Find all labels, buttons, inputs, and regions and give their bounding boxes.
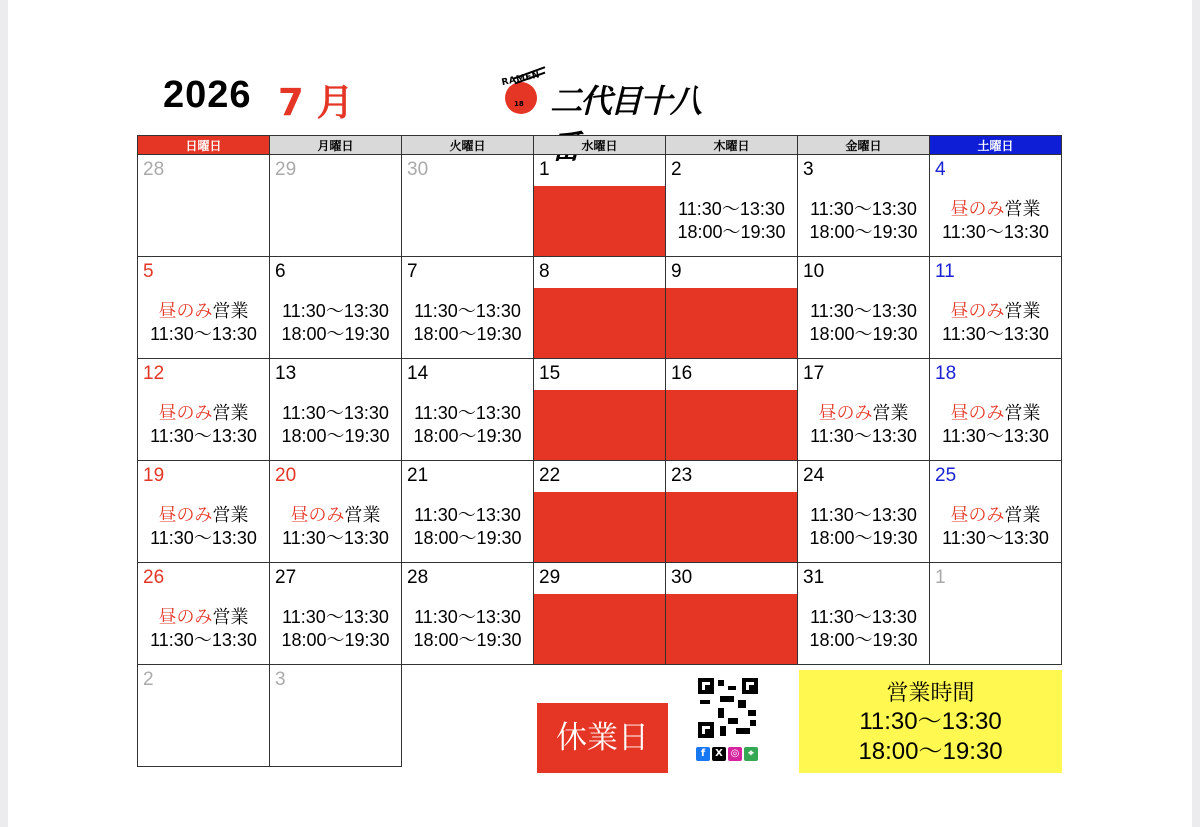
- business-hours-lunch: 11:30〜13:30: [859, 708, 1002, 735]
- calendar-day-cell: [138, 257, 270, 359]
- day-number: 20: [275, 465, 297, 486]
- day-number: 28: [407, 567, 429, 588]
- hours-line: 11:30〜13:30: [678, 199, 785, 219]
- lunch-only-label: [138, 606, 269, 629]
- hours-line: 11:30〜13:30: [150, 528, 257, 548]
- day-number: 30: [407, 159, 429, 180]
- month-heading: 7 月: [278, 81, 354, 124]
- calendar-day-cell: [402, 563, 534, 665]
- hours-line: 11:30〜13:30: [810, 426, 917, 446]
- day-number: 8: [539, 261, 550, 282]
- hours-line: 11:30〜13:30: [414, 505, 521, 525]
- hours-line: 11:30〜13:30: [414, 301, 521, 321]
- lunch-only-label: [930, 198, 1061, 221]
- hours-line: 11:30〜13:30: [810, 505, 917, 525]
- qr-module: [736, 728, 750, 734]
- closed-day-fill: [534, 288, 665, 358]
- calendar-day-cell: [798, 563, 930, 665]
- hours-line: 11:30〜13:30: [942, 324, 1049, 344]
- lunch-only-label: [798, 402, 929, 425]
- lunch-only-red: 昼のみ: [950, 199, 1005, 219]
- day-number: 2: [143, 669, 154, 690]
- closed-day-fill: [666, 288, 797, 358]
- hours-line: 18:00〜19:30: [413, 528, 522, 548]
- day-number: 29: [539, 567, 561, 588]
- day-number: 2: [671, 159, 682, 180]
- calendar-day-cell: [138, 359, 270, 461]
- lunch-only-label: [138, 300, 269, 323]
- year-heading: 2026: [163, 74, 252, 116]
- day-hours: [138, 606, 269, 652]
- day-hours: [402, 402, 533, 448]
- calendar-day-cell: [138, 155, 270, 257]
- calendar-day-cell: [666, 257, 798, 359]
- lunch-only-black: 営業: [1004, 505, 1041, 525]
- hours-line: 11:30〜13:30: [282, 528, 389, 548]
- hours-line: 18:00〜19:30: [809, 222, 918, 242]
- calendar-day-cell: [270, 359, 402, 461]
- qr-module: [750, 720, 756, 726]
- hours-line: 11:30〜13:30: [810, 607, 917, 627]
- hours-line: 11:30〜13:30: [282, 607, 389, 627]
- day-number: 24: [803, 465, 825, 486]
- day-hours: [798, 504, 929, 550]
- empty-cell: [402, 665, 534, 767]
- weekday-header: 月曜日: [270, 136, 402, 155]
- calendar-day-cell: [798, 461, 930, 563]
- calendar-week-row: [138, 359, 1062, 461]
- calendar-day-cell: [270, 155, 402, 257]
- calendar-day-cell: [798, 257, 930, 359]
- lunch-only-red: 昼のみ: [158, 403, 213, 423]
- maps-icon[interactable]: ⌖: [744, 747, 758, 761]
- calendar-day-cell: [402, 359, 534, 461]
- weekday-header: 金曜日: [798, 136, 930, 155]
- day-number: 23: [671, 465, 693, 486]
- hours-line: 11:30〜13:30: [414, 607, 521, 627]
- closed-day-fill: [534, 594, 665, 664]
- qr-module: [738, 700, 746, 708]
- qr-module: [728, 686, 736, 690]
- lunch-only-label: [138, 504, 269, 527]
- hours-line: 18:00〜19:30: [281, 630, 390, 650]
- calendar-day-cell: [270, 461, 402, 563]
- lunch-only-red: 昼のみ: [950, 301, 1005, 321]
- lunch-only-black: 営業: [212, 301, 249, 321]
- day-number: 3: [803, 159, 814, 180]
- closed-day-fill: [666, 492, 797, 562]
- logo-small-number: 18: [514, 100, 524, 108]
- qr-module: [718, 680, 724, 686]
- hours-line: 18:00〜19:30: [413, 630, 522, 650]
- hours-line: 11:30〜13:30: [810, 199, 917, 219]
- day-hours: [138, 504, 269, 550]
- calendar-day-cell: [138, 461, 270, 563]
- day-hours: [930, 504, 1061, 550]
- calendar-day-cell: [930, 155, 1062, 257]
- calendar-week-row: [138, 563, 1062, 665]
- hours-line: 11:30〜13:30: [150, 426, 257, 446]
- day-number: 10: [803, 261, 825, 282]
- closed-day-fill: [534, 492, 665, 562]
- day-number: 6: [275, 261, 286, 282]
- calendar-day-cell: [270, 665, 402, 767]
- closed-day-fill: [534, 186, 665, 256]
- day-number: 14: [407, 363, 429, 384]
- day-hours: [270, 402, 401, 448]
- calendar-day-cell: [666, 359, 798, 461]
- day-hours: [270, 606, 401, 652]
- qr-finder: [698, 722, 714, 738]
- lunch-only-black: 営業: [1004, 403, 1041, 423]
- day-number: 9: [671, 261, 682, 282]
- hours-line: 11:30〜13:30: [282, 301, 389, 321]
- hours-line: 18:00〜19:30: [809, 528, 918, 548]
- lunch-only-red: 昼のみ: [158, 301, 213, 321]
- calendar-day-cell: [270, 257, 402, 359]
- day-number: 13: [275, 363, 297, 384]
- hours-line: 18:00〜19:30: [809, 324, 918, 344]
- weekday-header: 水曜日: [534, 136, 666, 155]
- lunch-only-label: [930, 300, 1061, 323]
- day-number: 3: [275, 669, 286, 690]
- day-hours: [402, 606, 533, 652]
- closed-day-fill: [534, 390, 665, 460]
- day-number: 12: [143, 363, 165, 384]
- qr-module: [718, 708, 724, 718]
- closed-day-fill: [666, 390, 797, 460]
- lunch-only-label: [930, 504, 1061, 527]
- qr-code[interactable]: [698, 678, 758, 738]
- lunch-only-red: 昼のみ: [818, 403, 873, 423]
- lunch-only-label: [930, 402, 1061, 425]
- hours-line: 11:30〜13:30: [810, 301, 917, 321]
- day-hours: [798, 402, 929, 448]
- day-number: 4: [935, 159, 946, 180]
- qr-module: [720, 696, 734, 702]
- calendar-day-cell: [930, 359, 1062, 461]
- lunch-only-red: 昼のみ: [158, 505, 213, 525]
- day-number: 28: [143, 159, 165, 180]
- day-hours: [930, 402, 1061, 448]
- weekday-header: 木曜日: [666, 136, 798, 155]
- business-hours-title: 営業時間: [886, 681, 975, 706]
- hours-line: 11:30〜13:30: [942, 426, 1049, 446]
- day-number: 15: [539, 363, 561, 384]
- calendar-week-row: [138, 257, 1062, 359]
- calendar-day-cell: [666, 563, 798, 665]
- hours-line: 18:00〜19:30: [281, 324, 390, 344]
- calendar-day-cell: [534, 461, 666, 563]
- hours-line: 11:30〜13:30: [150, 630, 257, 650]
- closed-day-fill: [666, 594, 797, 664]
- day-number: 7: [407, 261, 418, 282]
- calendar-week-row: [138, 461, 1062, 563]
- day-number: 22: [539, 465, 561, 486]
- hours-line: 11:30〜13:30: [942, 222, 1049, 242]
- day-number: 26: [143, 567, 165, 588]
- calendar-day-cell: [138, 563, 270, 665]
- calendar-day-cell: [402, 461, 534, 563]
- qr-finder: [698, 678, 714, 694]
- day-number: 5: [143, 261, 154, 282]
- lunch-only-black: 営業: [212, 505, 249, 525]
- day-number: 19: [143, 465, 165, 486]
- lunch-only-red: 昼のみ: [950, 505, 1005, 525]
- day-number: 27: [275, 567, 297, 588]
- day-hours: [930, 300, 1061, 346]
- instagram-icon[interactable]: ◎: [728, 747, 742, 761]
- calendar-day-cell: [930, 257, 1062, 359]
- day-number: 29: [275, 159, 297, 180]
- day-hours: [666, 198, 797, 244]
- calendar-day-cell: [798, 359, 930, 461]
- day-number: 1: [935, 567, 946, 588]
- day-hours: [138, 402, 269, 448]
- day-number: 25: [935, 465, 957, 486]
- business-hours-box: [799, 670, 1062, 773]
- calendar-day-cell: [534, 155, 666, 257]
- weekday-header-row: [138, 136, 1062, 155]
- lunch-only-red: 昼のみ: [950, 403, 1005, 423]
- lunch-only-black: 営業: [1004, 301, 1041, 321]
- hours-line: 11:30〜13:30: [942, 528, 1049, 548]
- lunch-only-black: 営業: [344, 505, 381, 525]
- day-hours: [798, 300, 929, 346]
- day-number: 31: [803, 567, 825, 588]
- calendar-day-cell: [666, 155, 798, 257]
- weekday-header: 火曜日: [402, 136, 534, 155]
- business-hours-dinner: 18:00〜19:30: [858, 738, 1003, 765]
- x-icon[interactable]: X: [712, 747, 726, 761]
- lunch-only-red: 昼のみ: [290, 505, 345, 525]
- lunch-only-black: 営業: [212, 607, 249, 627]
- lunch-only-red: 昼のみ: [158, 607, 213, 627]
- day-hours: [270, 300, 401, 346]
- calendar-day-cell: [138, 665, 270, 767]
- day-number: 17: [803, 363, 825, 384]
- day-hours: [402, 504, 533, 550]
- calendar-week-row: [138, 155, 1062, 257]
- calendar-day-cell: [666, 461, 798, 563]
- calendar-day-cell: [534, 359, 666, 461]
- logo-shop-name: 二代目十八: [550, 82, 701, 120]
- social-icons: [696, 747, 760, 763]
- hours-line: 18:00〜19:30: [677, 222, 786, 242]
- day-number: 21: [407, 465, 429, 486]
- lunch-only-label: [138, 402, 269, 425]
- day-hours: [798, 198, 929, 244]
- ramen-logo: [502, 70, 704, 118]
- hours-line: 18:00〜19:30: [413, 324, 522, 344]
- day-number: 30: [671, 567, 693, 588]
- day-hours: [798, 606, 929, 652]
- calendar-day-cell: [930, 563, 1062, 665]
- hours-line: 11:30〜13:30: [414, 403, 521, 423]
- day-hours: [138, 300, 269, 346]
- qr-module: [700, 700, 710, 704]
- facebook-icon[interactable]: f: [696, 747, 710, 761]
- calendar-day-cell: [534, 257, 666, 359]
- calendar-day-cell: [930, 461, 1062, 563]
- day-number: 1: [539, 159, 550, 180]
- day-hours: [930, 198, 1061, 244]
- day-number: 18: [935, 363, 957, 384]
- qr-module: [720, 726, 726, 736]
- lunch-only-label: [270, 504, 401, 527]
- hours-line: 11:30〜13:30: [150, 324, 257, 344]
- day-number: 11: [935, 261, 955, 282]
- qr-module: [748, 710, 756, 716]
- hours-line: 18:00〜19:30: [809, 630, 918, 650]
- qr-finder: [742, 678, 758, 694]
- calendar-day-cell: [270, 563, 402, 665]
- qr-module: [728, 718, 738, 724]
- day-number: 16: [671, 363, 693, 384]
- closed-day-legend: 休業日: [537, 703, 668, 773]
- hours-line: 11:30〜13:30: [282, 403, 389, 423]
- weekday-header: 土曜日: [930, 136, 1062, 155]
- lunch-only-black: 営業: [212, 403, 249, 423]
- lunch-only-black: 営業: [1004, 199, 1041, 219]
- calendar-day-cell: [534, 563, 666, 665]
- weekday-header: 日曜日: [138, 136, 270, 155]
- day-hours: [402, 300, 533, 346]
- logo-arc-text: RAMEN: [500, 70, 542, 89]
- hours-line: 18:00〜19:30: [413, 426, 522, 446]
- lunch-only-black: 営業: [872, 403, 909, 423]
- calendar-day-cell: [402, 257, 534, 359]
- hours-line: 18:00〜19:30: [281, 426, 390, 446]
- day-hours: [270, 504, 401, 550]
- calendar-day-cell: [402, 155, 534, 257]
- calendar-day-cell: [798, 155, 930, 257]
